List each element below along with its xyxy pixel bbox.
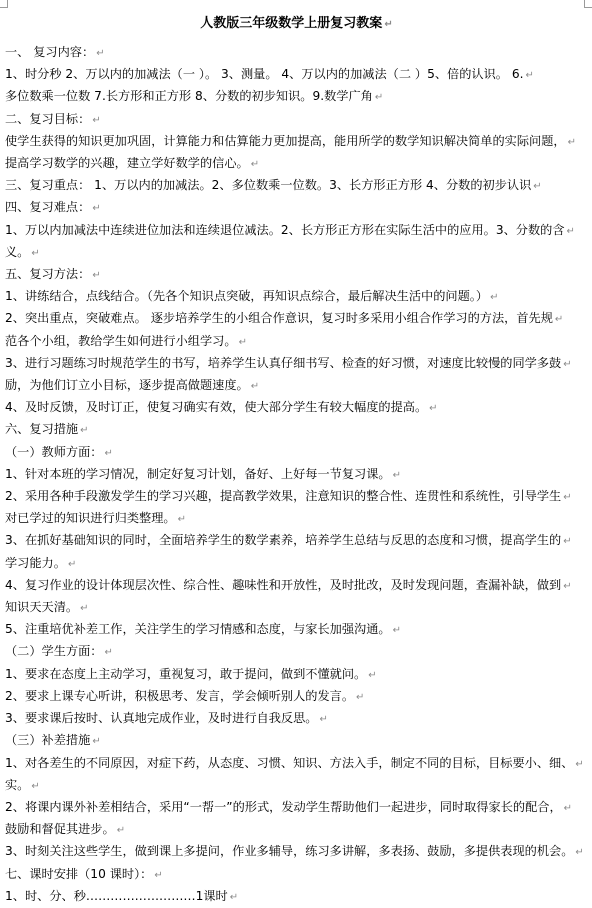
paragraph-mark-icon: ↵	[563, 580, 572, 592]
paragraph-mark-icon: ↵	[575, 847, 584, 859]
paragraph-mark-icon: ↵	[356, 691, 365, 703]
paragraph-mark-icon: ↵	[374, 92, 384, 104]
document-body	[5, 42, 588, 908]
text-line	[5, 797, 588, 819]
text-line	[5, 641, 588, 663]
line-text: 励，为他们订立小目标，逐步提高做题速度。	[5, 378, 249, 393]
text-line	[5, 109, 588, 131]
text-line	[5, 886, 588, 908]
text-line	[5, 375, 588, 397]
line-text: 3、进行习题练习时规范学生的书写，培养学生认真仔细书写、检查的好习惯，对速度比较慢的同学多鼓	[5, 355, 562, 370]
line-text: 1、针对本班的学习情况，制定好复习计划，备好、上好每一节复习课。	[5, 466, 391, 481]
text-line	[5, 242, 588, 264]
line-text: 3、在抓好基础知识的同时，全面培养学生的数学素养，培养学生总结与反思的态度和习惯，提高学生的	[5, 533, 562, 548]
line-text: 三、复习重点： 1、万以内的加减法。2、多位数乘一位数。3、长方形正方形 4、分数的初步认识	[5, 178, 532, 193]
paragraph-mark-icon: ↵	[563, 802, 573, 814]
line-text: 学习能力。	[5, 555, 66, 570]
paragraph-mark-icon: ↵	[533, 181, 542, 193]
paragraph-mark-icon: ↵	[104, 647, 113, 659]
text-line	[5, 353, 588, 375]
line-text: 四、复习难点：	[5, 200, 91, 215]
paragraph-mark-icon: ↵	[319, 714, 328, 726]
paragraph-mark-icon: ↵	[429, 403, 438, 415]
text-line	[5, 575, 588, 597]
paragraph-mark-icon: ↵	[563, 492, 572, 504]
text-line	[5, 175, 588, 197]
text-line	[5, 86, 588, 108]
line-text: 1、要求在态度上主动学习，重视复习，敢于提问，做到不懂就问。	[5, 666, 367, 681]
text-line	[5, 464, 588, 486]
paragraph-mark-icon: ↵	[384, 19, 393, 30]
line-text: 范各个小组，教给学生如何进行小组学习。	[5, 333, 237, 348]
text-line	[5, 864, 588, 886]
paragraph-mark-icon: ↵	[490, 292, 499, 304]
paragraph-mark-icon: ↵	[554, 314, 564, 326]
text-line	[5, 397, 588, 419]
line-text: 1、时、分、秒………………………1课时	[5, 888, 228, 903]
line-text: 六、复习措施	[5, 422, 79, 437]
line-text: 4、复习作业的设计体现层次性、综合性、趣味性和开放性，及时批改，及时发现问题，查漏补缺，做到	[5, 577, 562, 592]
line-text: 义。	[5, 244, 30, 259]
text-line	[5, 442, 588, 464]
text-line	[5, 553, 588, 575]
paragraph-mark-icon: ↵	[368, 669, 377, 681]
text-line	[5, 64, 588, 86]
text-line	[5, 197, 588, 219]
paragraph-mark-icon: ↵	[92, 203, 101, 215]
text-line	[5, 508, 588, 530]
line-text: 使学生获得的知识更加巩固，计算能力和估算能力更加提高，能用所学的数学知识解决简单的实际问题，	[5, 133, 566, 148]
paragraph-mark-icon: ↵	[392, 625, 401, 637]
paragraph-mark-icon: ↵	[92, 114, 101, 126]
line-text: 5、注重培优补差工作，关注学生的学习情感和态度，与家长加强沟通。	[5, 622, 391, 637]
paragraph-mark-icon: ↵	[92, 736, 101, 748]
paragraph-mark-icon: ↵	[67, 558, 77, 570]
text-line	[5, 753, 588, 775]
line-text: 2、将课内课外补差相结合，采用“一帮一”的形式，发动学生帮助他们一起进步，同时取得家长的配合，	[5, 799, 562, 814]
text-line	[5, 664, 588, 686]
text-line	[5, 775, 588, 797]
line-text: 提高学习数学的兴趣，建立学好数学的信心。	[5, 156, 249, 171]
line-text: 鼓励和督促其进步。	[5, 822, 115, 837]
text-line	[5, 819, 588, 841]
paragraph-mark-icon: ↵	[229, 891, 239, 903]
paragraph-mark-icon: ↵	[563, 358, 572, 370]
line-text: 1、讲练结合，点线结合。（先各个知识点突破，再知识点综合，最后解决生活中的问题。）	[5, 289, 489, 304]
line-text: 二、复习目标：	[5, 111, 91, 126]
text-line	[5, 841, 588, 863]
text-line	[5, 419, 588, 441]
paragraph-mark-icon: ↵	[92, 270, 101, 282]
paragraph-mark-icon: ↵	[250, 381, 260, 393]
line-text: 4、及时反馈，及时订正，使复习确实有效，使大部分学生有较大幅度的提高。	[5, 400, 428, 415]
paragraph-mark-icon: ↵	[31, 247, 40, 259]
paragraph-mark-icon: ↵	[104, 447, 113, 459]
paragraph-mark-icon: ↵	[96, 48, 105, 59]
text-line	[5, 286, 588, 308]
paragraph-mark-icon: ↵	[154, 869, 163, 881]
page-corner-mark-top-right	[584, 0, 592, 8]
text-line	[5, 686, 588, 708]
text-line	[5, 708, 588, 730]
text-line	[5, 42, 588, 64]
line-text: 1、时分秒 2、万以内的加减法（一 ）。 3、测量。 4、万以内的加减法（二 ）5、倍的认识。 6.	[5, 67, 524, 82]
paragraph-mark-icon: ↵	[116, 825, 126, 837]
paragraph-mark-icon: ↵	[177, 514, 187, 526]
line-text: 对已学过的知识进行归类整理。	[5, 511, 176, 526]
line-text: 2、采用各种手段激发学生的学习兴趣，提高教学效果，注意知识的整合性、连贯性和系统性，引导学生	[5, 489, 562, 504]
line-text: 知识天天清。	[5, 600, 79, 615]
paragraph-mark-icon: ↵	[80, 603, 89, 615]
line-text: （二）学生方面：	[5, 644, 103, 659]
paragraph-mark-icon: ↵	[80, 425, 89, 437]
document-title: 人教版三年级数学上册复习教案 ↵	[200, 16, 393, 31]
line-text: 3、要求课后按时、认真地完成作业，及时进行自我反思。	[5, 711, 318, 726]
text-line	[5, 619, 588, 641]
line-text: 3、时刻关注这些学生，做到课上多提问，作业多辅导，练习多讲解，多表扬、鼓励，多提供表现的机会。	[5, 844, 574, 859]
paragraph-mark-icon: ↵	[525, 70, 534, 82]
line-text: 一、 复习内容：	[5, 45, 95, 59]
page-corner-mark-top-left	[0, 0, 8, 8]
line-text: （三）补差措施	[5, 733, 91, 748]
paragraph-mark-icon: ↵	[392, 469, 401, 481]
text-line	[5, 220, 588, 242]
text-line	[5, 530, 588, 552]
line-text: 1、对各差生的不同原因，对症下药，从态度、习惯、知识、方法入手，制定不同的目标，目标要小、细、	[5, 755, 574, 770]
text-line	[5, 264, 588, 286]
paragraph-mark-icon: ↵	[567, 136, 577, 148]
paragraph-mark-icon: ↵	[563, 536, 572, 548]
text-line	[5, 730, 588, 752]
text-line	[5, 131, 588, 153]
paragraph-mark-icon: ↵	[238, 336, 247, 348]
line-text: 2、要求上课专心听讲，积极思考、发言，学会倾听别人的发言。	[5, 688, 355, 703]
text-line	[5, 486, 588, 508]
text-line	[5, 331, 588, 353]
line-text: 实。	[5, 777, 30, 792]
line-text: 多位数乘一位数 7.长方形和正方形 8、分数的初步知识。9.数学广角	[5, 89, 373, 104]
text-line	[5, 597, 588, 619]
line-text: 1、万以内加减法中连续进位加法和连续退位减法。2、长方形正方形在实际生活中的应用。3、分数的含	[5, 222, 565, 237]
line-text: 五、复习方法：	[5, 267, 91, 282]
text-line	[5, 153, 588, 175]
paragraph-mark-icon: ↵	[575, 758, 584, 770]
paragraph-mark-icon: ↵	[566, 225, 575, 237]
paragraph-mark-icon: ↵	[250, 159, 260, 171]
line-text: 2、突出重点，突破难点。 逐步培养学生的小组合作意识，复习时多采用小组合作学习的方法，首先规	[5, 311, 553, 326]
paragraph-mark-icon: ↵	[31, 780, 40, 792]
text-line	[5, 308, 588, 330]
line-text: 七、课时安排（10 课时）：	[5, 866, 153, 881]
line-text: （一）教师方面：	[5, 444, 103, 459]
